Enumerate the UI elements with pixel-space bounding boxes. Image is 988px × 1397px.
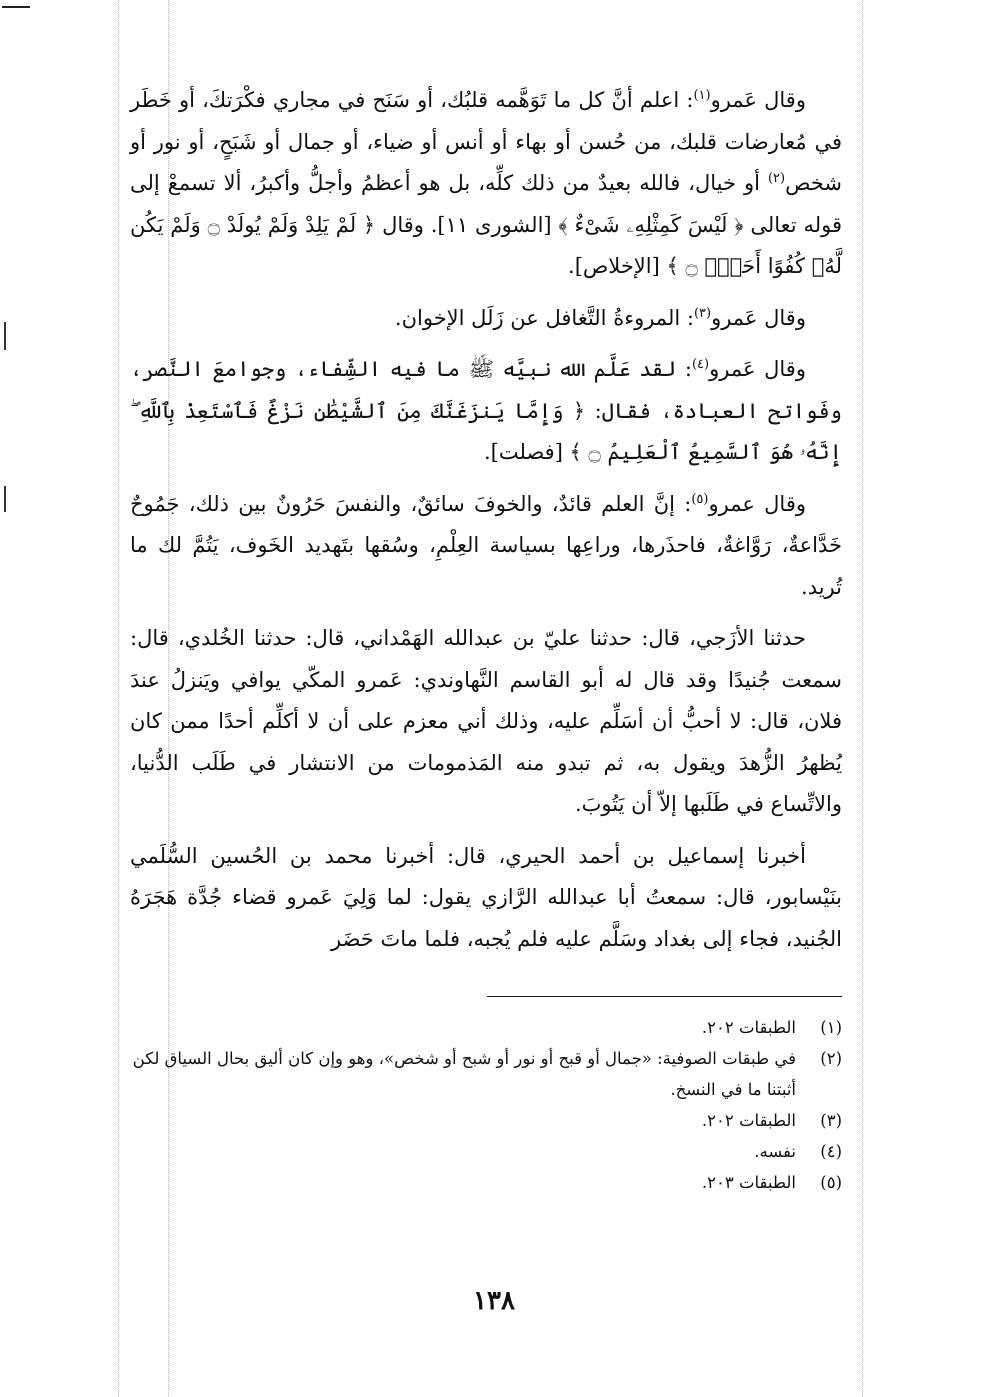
paragraph-text: : المروءةُ التَّغافل عن زَلَل الإخوان. [394, 305, 694, 330]
scan-edge-mark [4, 486, 6, 512]
footnote-text: الطبقات ٢٠٢. [701, 1111, 796, 1130]
paragraph [130, 618, 842, 826]
paragraph-text: : إنَّ العلم قائدٌ، والخوفَ سائقٌ، والنفسَ حَرُونٌ بين ذلك، جَمُوحٌ خَدَّاعةٌ، رَوَّاغةٌ، فاحذَرها، وراعِها بسياسة العِلْمِ، وسُقها بتَهديد الخَوف، يَتُمَّ لك ما تُريد. [130, 491, 842, 599]
paragraph-text: وقال عمرو [708, 491, 806, 516]
footnote-text: نفسه. [754, 1142, 796, 1161]
footnote-number: (٥) [820, 1173, 842, 1192]
footnote [130, 1012, 842, 1043]
paragraph-text: : اعلم أنَّ كل ما تَوَهَّمه قلبُك، أو سَنَح في مجاري فكْرَتكَ، أو خَطَر في مُعارضات قلبك، من حُسن أو بهاء أو أنس أو ضياء، أو جمال أو شَبَحٍ، أو نور أو شخص [130, 88, 842, 195]
paragraph [130, 349, 842, 474]
footnote-divider [487, 996, 842, 997]
footnote [130, 1105, 842, 1136]
paragraph-text: حدثنا الأزَجي، قال: حدثنا عليّ بن عبدالله الهَمْداني، قال: حدثنا الخُلدي، قال: سمعت جُنيدًا وقد قال له أبو القاسم النَّهاوندي: عَمرو المكّي يوافي ويَنزلُ عندَ فلان، قال: لا أحبُّ أن أسَلِّم عليه، وذلك أني معزم على أن لا أكلِّم أحدًا ممن كان يُظهرُ الزُّهدَ ويقول به، ثم تبدو منه المَذمومات من الانتشار في طَلَب الدُّنيا، والاتِّساع في طَلَبها إلاّ أن يَتُوبَ. [130, 626, 842, 816]
footnote-ref: (٤) [691, 357, 710, 372]
footnote-ref: (٥) [691, 491, 709, 507]
paragraph-text: وقال عَمرو [711, 305, 806, 330]
footnote-ref: (٣) [693, 305, 712, 321]
footnote-text: الطبقات ٢٠٣. [701, 1173, 796, 1192]
page-number: ١٣٨ [473, 1286, 515, 1316]
footnote [130, 1043, 842, 1105]
scan-guide-line [118, 0, 119, 1397]
footnote-number: (١) [820, 1018, 842, 1037]
scan-edge-mark [4, 322, 6, 350]
paragraph [130, 298, 842, 340]
paragraph [130, 836, 842, 961]
paragraph-text: أو خيال، فالله بعيدٌ من ذلك كلِّه، بل هو أعظمُ وأجلُّ وأكبرُ، ألا تسمعْ إلى قوله تعالى ﴿ لَيْسَ كَمِثْلِهِۦ شَىْءٌ ﴾ [الشورى ١١]. وقال ﴿ لَمْ يَلِدْ وَلَمْ يُولَدْ ۝ وَلَمْ يَكُن لَّهُۥ كُفُوًا أَحَدٌۢ ۝ ﴾ [الإخلاص]. [130, 171, 842, 278]
paragraph [130, 80, 842, 288]
footnotes [130, 1012, 842, 1198]
main-text [130, 80, 842, 970]
footnote-number: (٢) [820, 1049, 842, 1068]
footnote [130, 1167, 842, 1198]
paragraph [130, 484, 842, 609]
paragraph-text: وقال عَمرو [709, 357, 806, 381]
footnote-number: (٣) [820, 1111, 842, 1130]
footnote-ref: (١) [693, 88, 711, 103]
paragraph-text: : لقد عَلَّم الله نبيَّه ﷺ ما فيه الشِّفاء، وجوامعَ النَّصر، وفَواتح العبادة، فقال: ﴿ وَإِمَّا يَنزَغَنَّكَ مِنَ ٱلشَّيْطَٰنِ نَزْغٌ فَٱسْتَعِذْ بِٱللَّهِ ۖ إِنَّهُۥ هُوَ ٱلسَّمِيعُ ٱلْعَلِيمُ ۝ ﴾ [فصلت]. [130, 357, 842, 464]
corner-mark [2, 6, 30, 8]
paragraph-text: وقال عَمرو [710, 88, 806, 112]
footnote [130, 1136, 842, 1167]
scan-guide-line [862, 0, 863, 1397]
footnote-ref: (٢) [767, 171, 786, 186]
paragraph-text: أخبرنا إسماعيل بن أحمد الحيري، قال: أخبرنا محمد بن الحُسين السُّلَمي بنَيْسابور، قال: سمعتُ أبا عبدالله الرَّازي يقول: لما وَلِيَ عَمرو قضاء جُدَّة هَجَرَهُ الجُنيد، فجاء إلى بغداد وسَلَّم عليه فلم يُجبه، فلما ماتَ حَضَر [130, 843, 842, 951]
footnote-text: الطبقات ٢٠٢. [701, 1018, 796, 1037]
footnote-number: (٤) [820, 1142, 842, 1161]
footnote-text: في طبقات الصوفية: «جمال أو قبح أو نور أو شبح أو شخص»، وهو وإن كان أليق بحال السياق لكن أثبتنا ما في النسخ. [132, 1049, 796, 1099]
